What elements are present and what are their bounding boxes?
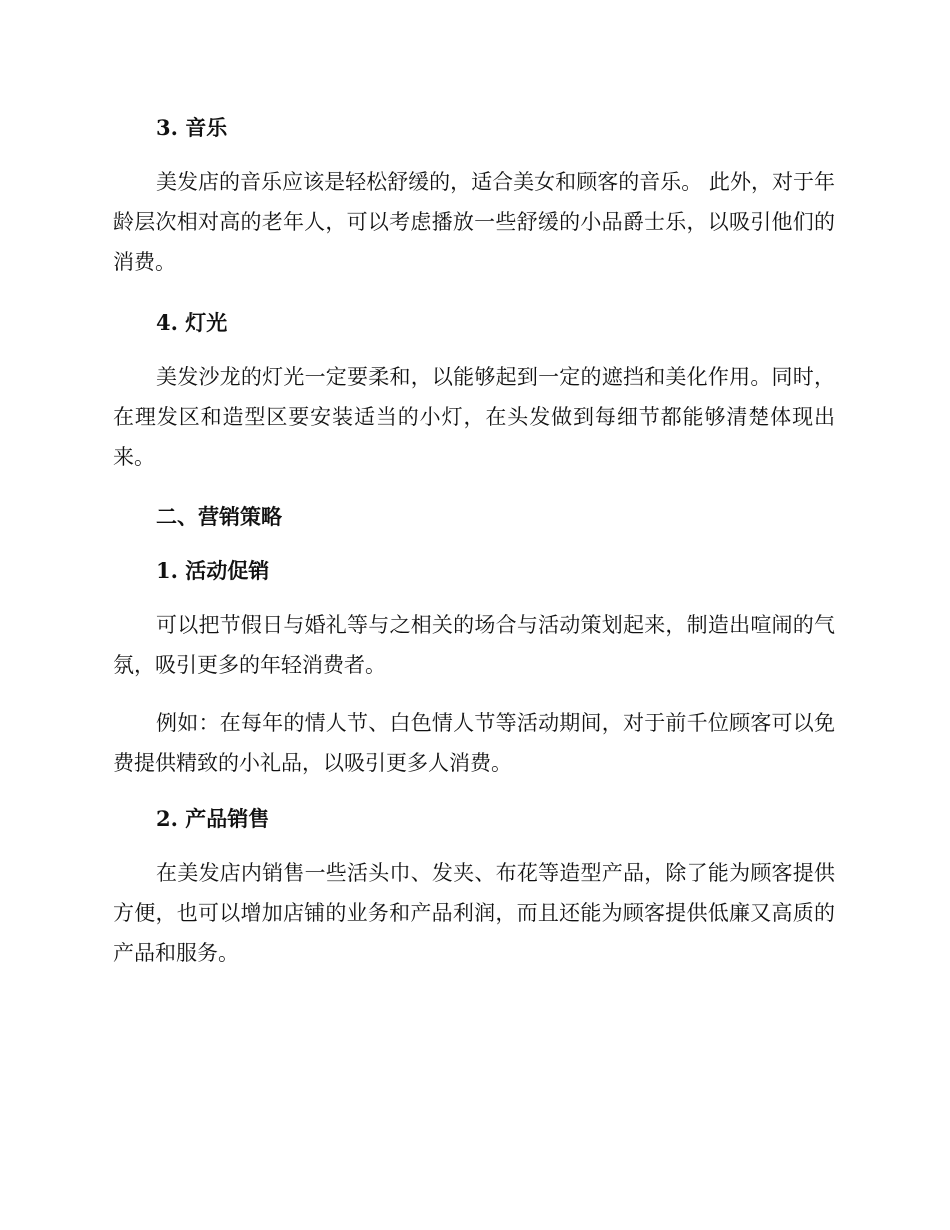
section-heading-lighting: 4. 灯光 (156, 310, 228, 335)
paragraph-promotion: 可以把节假日与婚礼等与之相关的场合与活动策划起来，制造出喧闹的气氛，吸引更多的年轻消费者。 (113, 613, 835, 677)
paragraph-music: 美发店的音乐应该是轻松舒缓的，适合美女和顾客的音乐。 此外，对于年龄层次相对高的老年人，可以考虑播放一些舒缓的小品爵士乐，以吸引他们的消费。 (113, 170, 835, 274)
paragraph-lighting: 美发沙龙的灯光一定要柔和，以能够起到一定的遮挡和美化作用。同时，在理发区和造型区要安装适当的小灯，在头发做到每细节都能够清楚体现出来。 (113, 365, 835, 469)
section-heading-product-sales: 2. 产品销售 (156, 806, 270, 831)
paragraph-promotion-example: 例如：在每年的情人节、白色情人节等活动期间，对于前千位顾客可以免费提供精致的小礼品，以吸引更多人消费。 (113, 711, 835, 775)
paragraph-product-sales: 在美发店内销售一些活头巾、发夹、布花等造型产品，除了能为顾客提供方便，也可以增加店铺的业务和产品利润，而且还能为顾客提供低廉又高质的产品和服务。 (113, 861, 835, 965)
section-heading-music: 3. 音乐 (156, 115, 228, 140)
section-heading-marketing-strategy: 二、营销策略 (156, 504, 282, 529)
section-heading-promotion: 1. 活动促销 (156, 558, 270, 583)
